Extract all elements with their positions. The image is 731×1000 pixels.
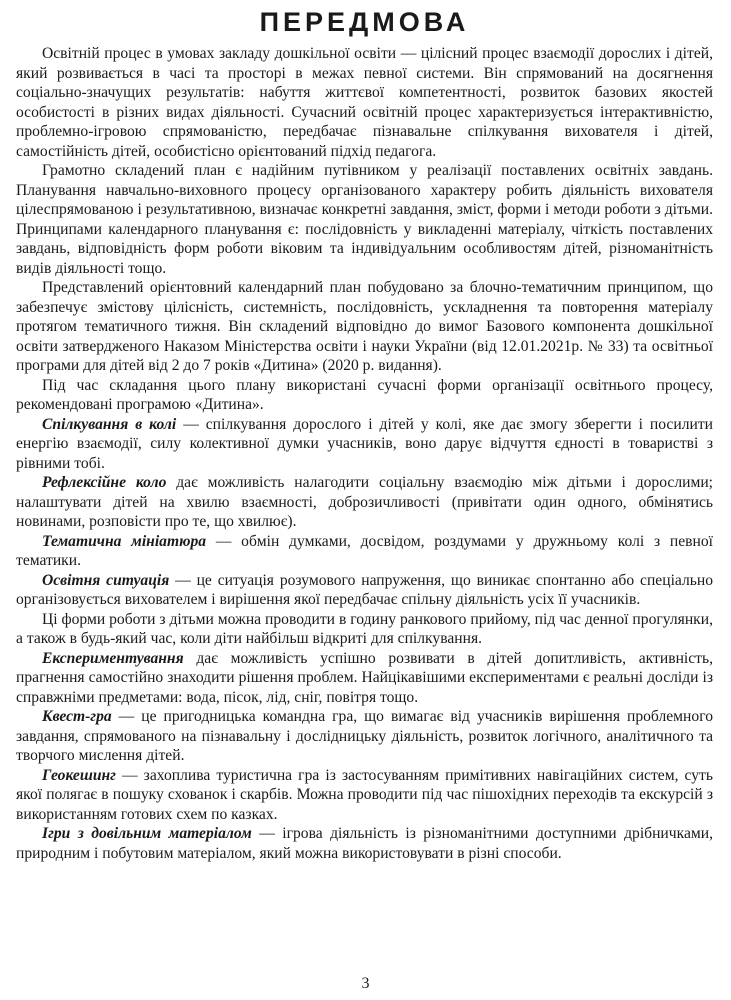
page-title: ПЕРЕДМОВА bbox=[259, 7, 470, 37]
definition-free-material-games: — ігрова діяльність із різноманітними доступними дрібничками, природним і побутовим матеріалом, який можна використовувати в різні способи. bbox=[16, 825, 713, 862]
term-quest-game: Квест-гра bbox=[42, 708, 112, 725]
term-free-material-games: Ігри з довільним матеріалом bbox=[42, 825, 252, 842]
definition-quest-game: — це пригодницька командна гра, що вимагає від учасників вирішення проблемного завдання, спрямованого на пізнавальну і дослідницьку діяльність, розвиток логічного, аналітичного та творчого мислення дітей. bbox=[16, 708, 713, 764]
paragraph-work-forms-timing: Ці форми роботи з дітьми можна проводити в годину ранкового прийому, під час денної прогулянки, а також в будь-який час, коли діти найбільш відкриті для спілкування. bbox=[16, 610, 713, 647]
term-reflective-circle: Рефлексійне коло bbox=[42, 474, 167, 491]
paragraph-circle-communication bbox=[16, 415, 713, 474]
definition-geocaching: — захоплива туристична гра із застосуванням примітивних навігаційних систем, суть якої полягає в пошуку схованок і скарбів. Можна проводити під час пішохідних переходів та екскурсій з використанням готових схем по казках. bbox=[16, 766, 713, 823]
paragraph-educational-situation bbox=[16, 571, 713, 610]
page-number: 3 bbox=[361, 975, 370, 992]
definition-reflective-circle: дає можливість налагодити соціальну взаємодію між дітьми і дорослими; налаштувати дітей на хвилю взаємності, доброзичливості (привітати один одного, обмінятись новинами, розповісти про те, що хвилює). bbox=[16, 474, 714, 530]
paragraph-modern-forms: Під час складання цього плану використані сучасні форми організації освітнього процесу, рекомендовані програмою «Дитина». bbox=[16, 376, 713, 413]
paragraph-free-material-games bbox=[16, 824, 713, 863]
definition-thematic-miniature: — обмін думками, досвідом, роздумами у дружньому колі з певної тематики. bbox=[16, 532, 713, 569]
term-educational-situation: Освітня ситуація bbox=[42, 571, 170, 589]
paragraph-quest-game bbox=[16, 707, 713, 766]
definition-circle-communication: — спілкування дорослого і дітей у колі, яке дає змогу зберегти і посилити енергію взаємодії, силу колективної думки учасників, воно дарує відчуття єдності в товаристві з рівними тобі. bbox=[16, 415, 713, 472]
definition-experimenting: дає можливість успішно розвивати в дітей допитливість, активність, прагнення самостійно знаходити рішення проблем. Найцікавішими експериментами є реальні досліди із справжніми предметами: вода, пісок, лід, сніг, повітря тощо. bbox=[16, 649, 713, 706]
paragraph-geocaching bbox=[16, 766, 713, 825]
paragraph-intro: Освітній процес в умовах закладу дошкільної освіти — цілісний процес взаємодії дорослих і дітей, який розвивається в часі та просторі в межах певної системи. Він спрямований на досягнення соціально-значущих результатів: набуття життєвої компетентності, розвиток базових якостей особистості в різних видах діяльності. Сучасний освітній процес характеризується інтерактивністю, проблемно-ігровою спрямованістю, передбачає пізнавальне спілкування вихователя і дітей, самостійність дітей, особистісно орієнтований підхід педагога. bbox=[16, 45, 713, 160]
paragraph-thematic-miniature bbox=[16, 532, 713, 571]
paragraph-reflective-circle bbox=[16, 473, 713, 532]
definition-educational-situation: — це ситуація розумового напруження, що виникає спонтанно або спеціально організовується вихователем і вирішення якої передбачає спільну діяльність усіх її учасників. bbox=[16, 571, 713, 608]
term-thematic-miniature: Тематична мініатюра bbox=[42, 532, 207, 550]
paragraph-plan-description: Представлений орієнтовний календарний план побудовано за блочно-тематичним принципом, що забезпечує змістову цілісність, системність, послідовність, ускладнення та повторення матеріалу протягом тематичного тижня. Він складений відповідно до вимог Базового компонента дошкільної освіти затвердженого Наказом Міністерства освіти і науки України (від 12.01.2021р. № 33) та освітньої програми для дітей від 2 до 7 років «Дитина» (2020 р. видання). bbox=[16, 279, 713, 374]
paragraph-experimenting bbox=[16, 649, 713, 708]
document-page bbox=[16, 6, 713, 863]
term-geocaching: Геокешинг bbox=[42, 766, 116, 784]
term-experimenting: Експериментування bbox=[42, 649, 184, 667]
paragraph-planning: Грамотно складений план є надійним путівником у реалізації поставлених освітніх завдань. Планування навчально-виховного процесу організованого характеру робить діяльність вихователя цілеспрямованою і результативною, визначає конкретні завдання, зміст, форми і методи роботи з дітьми. Принципами календарного планування є: послідовність у викладенні матеріалу, чіткість поставлених завдань, відповідність форм роботи віковим та індивідуальним особливостям дітей, різноманітність видів діяльності тощо. bbox=[16, 162, 713, 277]
term-circle-communication: Спілкування в колі bbox=[42, 415, 177, 433]
